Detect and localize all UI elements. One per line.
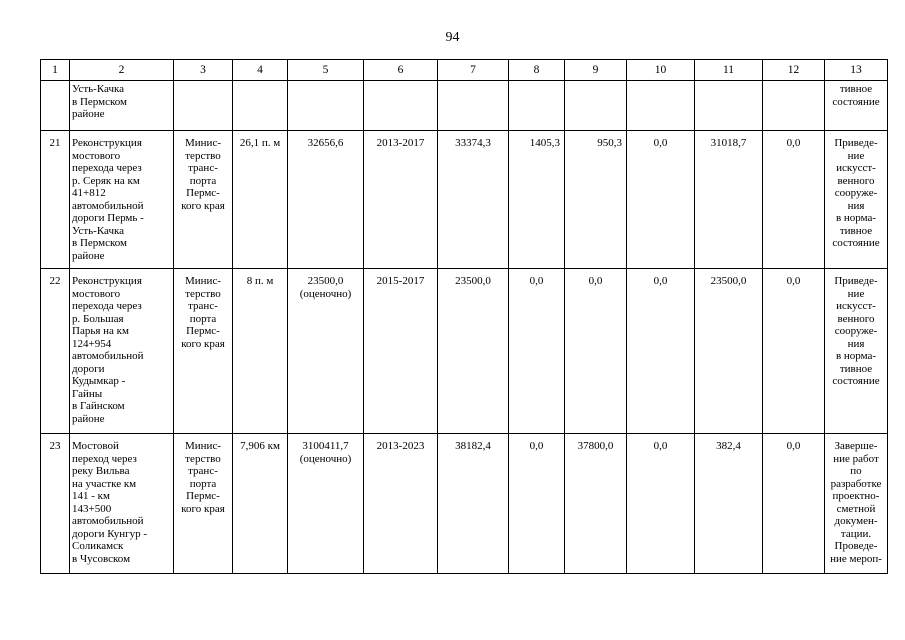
capacity-cell: 8 п. м: [233, 269, 288, 434]
value-cell: 1405,3: [509, 131, 565, 269]
header-cell: 2: [70, 60, 174, 81]
header-cell: 3: [174, 60, 233, 81]
cost-cell: 3100411,7 (оценочно): [288, 434, 364, 574]
result-cell: Заверше- ние работ по разработке проектно- сметной докумен- тации. Проведе- ние мероп-: [825, 434, 888, 574]
object-name-cell: Реконструкция мостового перехода через р. Серяк на км 41+812 автомобильной дороги Пермь - Усть-Качка в Пермском районе: [70, 131, 174, 269]
table-cell: [364, 81, 438, 131]
header-cell: 9: [565, 60, 627, 81]
table-row: [41, 434, 888, 574]
ministry-cell: Минис- терство транс- порта Пермс- кого края: [174, 269, 233, 434]
table-cell: [174, 81, 233, 131]
total-cell: 23500,0: [438, 269, 509, 434]
page-number: 94: [445, 30, 460, 45]
table-cell: [41, 81, 70, 131]
value-cell: 950,3: [565, 131, 627, 269]
table-cell: [438, 81, 509, 131]
period-cell: 2013-2023: [364, 434, 438, 574]
continuation-row: [41, 81, 888, 131]
row-number-cell: 22: [41, 269, 70, 434]
capacity-cell: 7,906 км: [233, 434, 288, 574]
header-cell: 10: [627, 60, 695, 81]
header-cell: 12: [763, 60, 825, 81]
value-cell: 31018,7: [695, 131, 763, 269]
value-cell: 37800,0: [565, 434, 627, 574]
row-number-cell: 21: [41, 131, 70, 269]
cost-cell: 23500,0 (оценочно): [288, 269, 364, 434]
table-cell: [627, 81, 695, 131]
result-cell: Приведе- ние искусст- венного сооруже- ния в норма- тивное состояние: [825, 131, 888, 269]
header-cell: 13: [825, 60, 888, 81]
table-row: [41, 131, 888, 269]
total-cell: 33374,3: [438, 131, 509, 269]
value-cell: 0,0: [763, 434, 825, 574]
header-cell: 1: [41, 60, 70, 81]
header-cell: 7: [438, 60, 509, 81]
capacity-cell: 26,1 п. м: [233, 131, 288, 269]
value-cell: 23500,0: [695, 269, 763, 434]
document-table: [40, 59, 888, 574]
object-name-cell: Мостовой переход через реку Вильва на участке км 141 - км 143+500 автомобильной дороги Кунгур - Соликамск в Чусовском: [70, 434, 174, 574]
header-cell: 11: [695, 60, 763, 81]
table-cell: [233, 81, 288, 131]
value-cell: 0,0: [763, 269, 825, 434]
period-cell: 2013-2017: [364, 131, 438, 269]
header-cell: 6: [364, 60, 438, 81]
header-cell: 4: [233, 60, 288, 81]
period-cell: 2015-2017: [364, 269, 438, 434]
table-header-row: [41, 60, 888, 81]
header-cell: 5: [288, 60, 364, 81]
result-cell: тивное состояние: [825, 81, 888, 131]
table-cell: [763, 81, 825, 131]
value-cell: 382,4: [695, 434, 763, 574]
row-number-cell: 23: [41, 434, 70, 574]
object-name-cell: Реконструкция мостового перехода через р. Большая Парья на км 124+954 автомобильной дороги Кудымкар - Гайны в Гайнском районе: [70, 269, 174, 434]
table-cell: [509, 81, 565, 131]
header-cell: 8: [509, 60, 565, 81]
value-cell: 0,0: [763, 131, 825, 269]
ministry-cell: Минис- терство транс- порта Пермс- кого края: [174, 131, 233, 269]
value-cell: 0,0: [509, 434, 565, 574]
table-cell: [695, 81, 763, 131]
table-row: [41, 269, 888, 434]
value-cell: 0,0: [627, 131, 695, 269]
ministry-cell: Минис- терство транс- порта Пермс- кого края: [174, 434, 233, 574]
total-cell: 38182,4: [438, 434, 509, 574]
object-name-cell: Усть-Качка в Пермском районе: [70, 81, 174, 131]
result-cell: Приведе- ние искусст- венного сооруже- ния в норма- тивное состояние: [825, 269, 888, 434]
value-cell: 0,0: [565, 269, 627, 434]
value-cell: 0,0: [627, 434, 695, 574]
value-cell: 0,0: [627, 269, 695, 434]
table-cell: [565, 81, 627, 131]
cost-cell: 32656,6: [288, 131, 364, 269]
table-cell: [288, 81, 364, 131]
value-cell: 0,0: [509, 269, 565, 434]
